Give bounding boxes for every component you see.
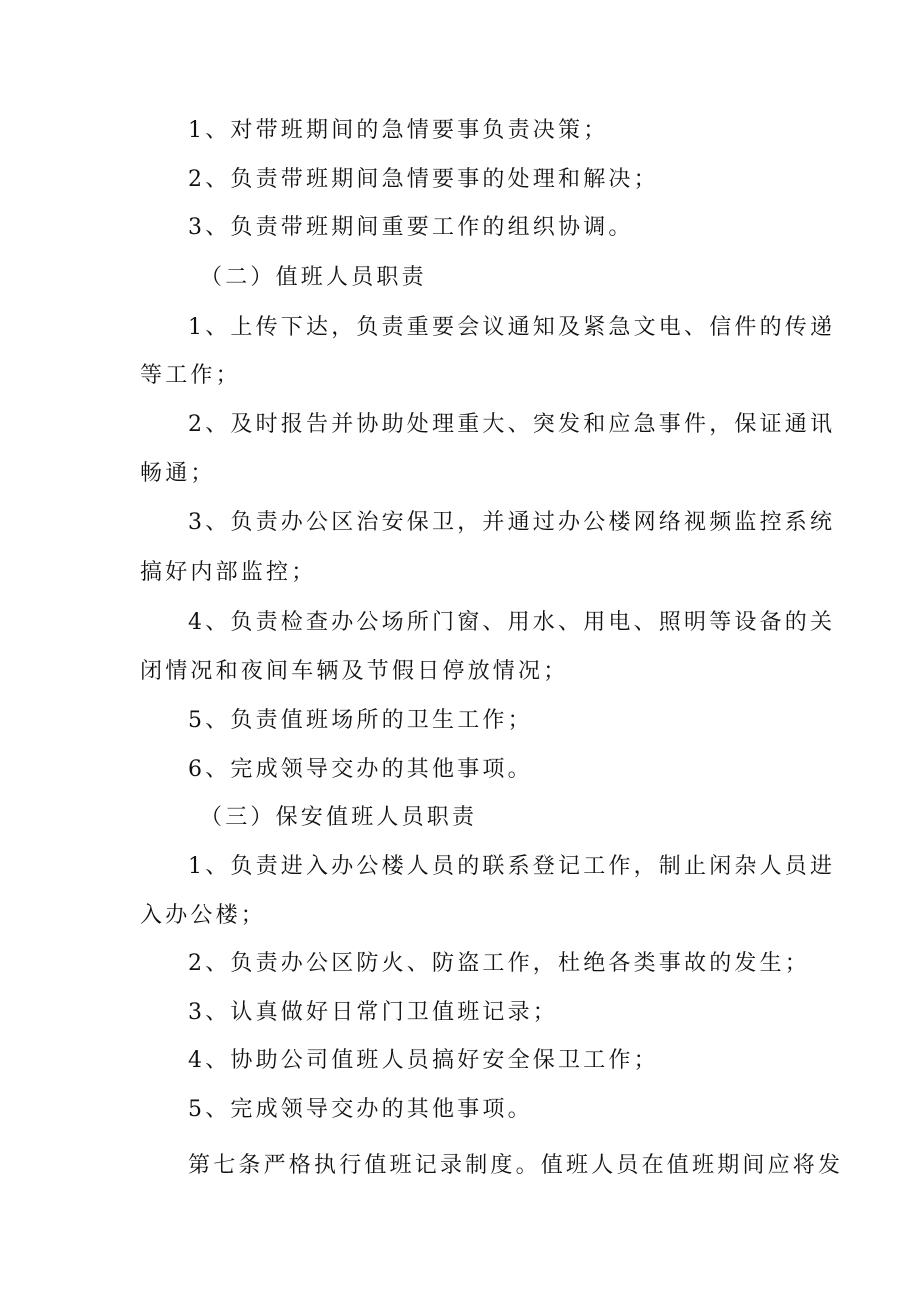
paragraph-line: 2、负责带班期间急情要事的处理和解决； xyxy=(188,167,659,192)
paragraph-line: 畅通； xyxy=(140,461,216,486)
paragraph-line: 闭情况和夜间车辆及节假日停放情况； xyxy=(140,659,569,684)
paragraph-line: 第七条严格执行值班记录制度。值班人员在值班期间应将发 xyxy=(188,1153,844,1178)
paragraph-line: 2、负责办公区防火、防盗工作，杜绝各类事故的发生； xyxy=(188,951,810,976)
paragraph-line: 3、认真做好日常门卫值班记录； xyxy=(188,1000,558,1025)
section-heading: （三）保安值班人员职责 xyxy=(200,805,478,830)
paragraph-line: 2、及时报告并协助处理重大、突发和应急事件，保证通讯 xyxy=(188,412,836,437)
section-heading: （二）值班人员职责 xyxy=(200,265,427,290)
paragraph-line: 1、负责进入办公楼人员的联系登记工作，制止闲杂人员进 xyxy=(188,854,836,879)
paragraph-line: 5、完成领导交办的其他事项。 xyxy=(188,1097,533,1122)
paragraph-line: 搞好内部监控； xyxy=(140,560,317,585)
paragraph-line: 3、负责办公区治安保卫，并通过办公楼网络视频监控系统 xyxy=(188,510,836,535)
paragraph-line: 4、协助公司值班人员搞好安全保卫工作； xyxy=(188,1048,659,1073)
paragraph-line: 1、对带班期间的急情要事负责决策； xyxy=(188,118,609,143)
paragraph-line: 6、完成领导交办的其他事项。 xyxy=(188,757,533,782)
paragraph-line: 3、负责带班期间重要工作的组织协调。 xyxy=(188,215,634,240)
paragraph-line: 入办公楼； xyxy=(140,903,267,928)
paragraph-line: 1、上传下达，负责重要会议通知及紧急文电、信件的传递 xyxy=(188,315,836,340)
paragraph-line: 5、负责值班场所的卫生工作； xyxy=(188,708,533,733)
paragraph-line: 等工作； xyxy=(140,363,241,388)
paragraph-line: 4、负责检查办公场所门窗、用水、用电、照明等设备的关 xyxy=(188,610,836,635)
